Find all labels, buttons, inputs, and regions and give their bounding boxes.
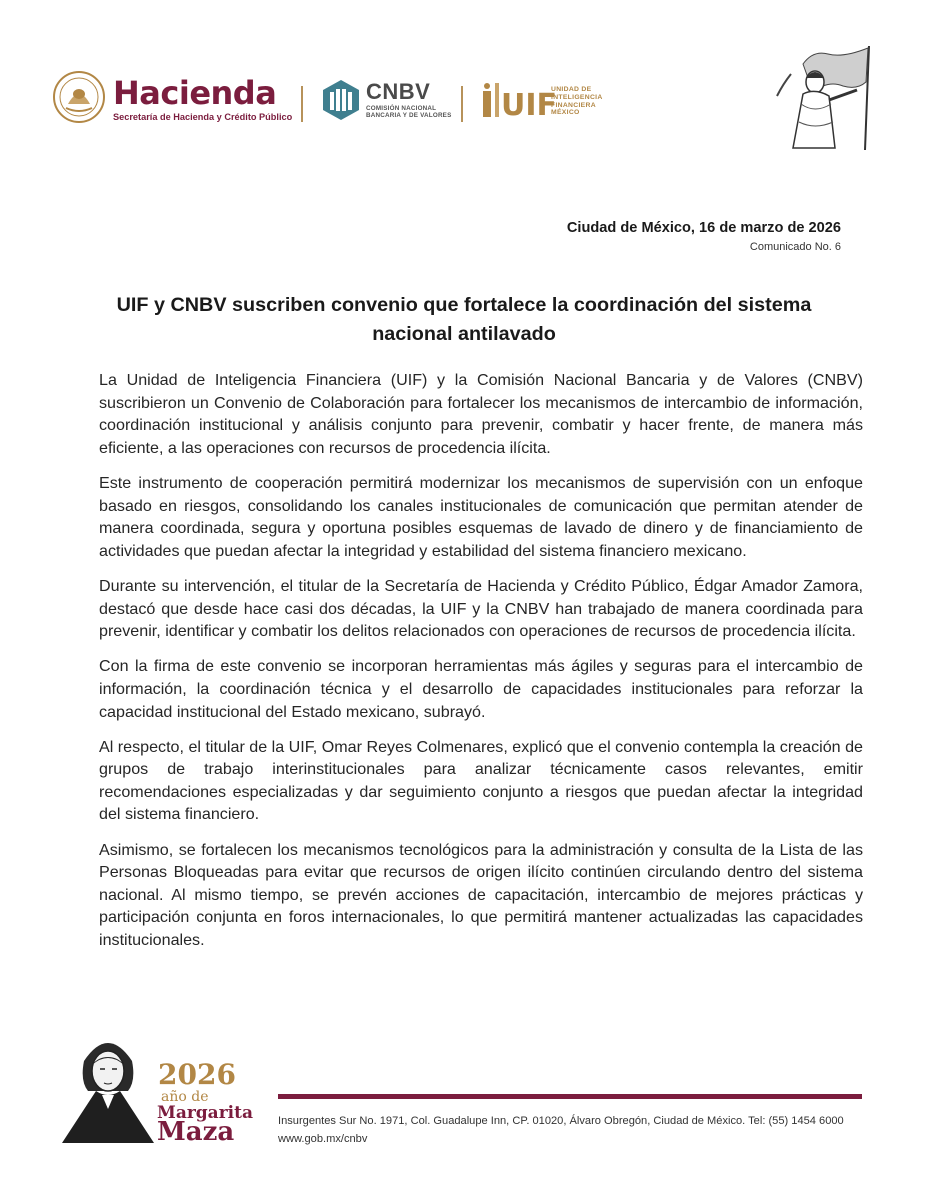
- year-badge-de: año de: [161, 1089, 209, 1105]
- margarita-maza-portrait: [58, 1025, 158, 1143]
- cnbv-subtitle-line: COMISIÓN NACIONAL: [366, 105, 437, 112]
- footer-divider-bar: [278, 1094, 862, 1099]
- uif-subtitle-line: INTELIGENCIA: [551, 93, 603, 101]
- body-paragraph: Durante su intervención, el titular de la Secretaría de Hacienda y Crédito Público, Édgar Amador Zamora, destacó que desde hace casi dos décadas, la UIF y la CNBV han trabajado de manera coordinada para prevenir, identificar y combatir los delitos relacionados con operaciones de recursos de procedencia ilícita.: [99, 576, 863, 641]
- body-paragraph: Al respecto, el titular de la UIF, Omar Reyes Colmenares, explicó que el convenio contempla la creación de grupos de trabajo interinstitucionales para analizar técnicamente casos relevantes, emitir recomendaciones especializadas y dar seguimiento conjunto a riesgos que puedan afectar la integridad del sistema financiero.: [99, 737, 863, 824]
- footer-website-link[interactable]: www.gob.mx/cnbv: [278, 1133, 368, 1145]
- body-paragraph: Este instrumento de cooperación permitirá modernizar los mecanismos de supervisión con un enfoque basado en riesgos, consolidando los canales institucionales de comunicación que permitan atender de manera coordinada, segura y oportuna posibles esquemas de lavado de dinero y de financiamiento de actividades que puedan afectar la integridad y estabilidad del sistema financiero mexicano.: [99, 473, 863, 560]
- letterhead: [0, 0, 927, 170]
- body-paragraph: Con la firma de este convenio se incorporan herramientas más ágiles y seguras para el intercambio de información, la coordinación técnica y el desarrollo de capacidades institucionales para reforzar la capacidad institucional del Estado mexicano, subrayó.: [99, 657, 863, 721]
- uif-logo: [481, 81, 558, 123]
- communique-number: Comunicado No. 6: [749, 241, 841, 253]
- dateline-place-date: Ciudad de México, 16 de marzo de 2026: [566, 220, 841, 236]
- uif-subtitle-line: FINANCIERA: [551, 101, 596, 109]
- year-badge-first-name: Margarita: [157, 1103, 253, 1123]
- cnbv-title: CNBV: [366, 79, 431, 104]
- body-paragraph: La Unidad de Inteligencia Financiera (UIF) y la Comisión Nacional Bancaria y de Valores (CNBV) suscribieron un Convenio de Colaboración para fortalecer los mecanismos de intercambio de información, coordinación institucional y análisis conjunto para prevenir, combatir y hacer frente, de manera más eficiente, a las operaciones con recursos de procedencia ilícita.: [99, 371, 863, 457]
- cnbv-emblem-icon: [321, 78, 361, 122]
- logo-divider: [301, 86, 303, 122]
- press-release-body: [99, 369, 863, 964]
- press-release-headline: UIF y CNBV suscriben convenio que fortalece la coordinación del sistema nacional antilavado: [116, 294, 812, 345]
- body-paragraph: Asimismo, se fortalecen los mecanismos tecnológicos para la administración y consulta de la Lista de las Personas Bloqueadas para evitar que recursos de origen ilícito continúen circulando dentro del sistema nacional. Al mismo tiempo, se prevén acciones de capacitación, intercambio de mejores prácticas y participación conjunta en foros internacionales, lo que permitirá mantener actualizadas las capacidades institucionales.: [99, 840, 863, 950]
- national-seal-icon: [52, 70, 106, 124]
- year-badge-year: 2026: [158, 1058, 236, 1091]
- uif-subtitle-line: UNIDAD DE: [551, 86, 592, 93]
- uif-title: UIF: [501, 88, 558, 123]
- hacienda-title: Hacienda: [113, 74, 277, 112]
- cnbv-subtitle: [366, 105, 452, 120]
- logo-divider: [461, 86, 463, 122]
- uif-subtitle: [551, 86, 603, 117]
- uif-subtitle-line: MÉXICO: [551, 109, 580, 117]
- year-badge-last-name: Maza: [157, 1117, 235, 1147]
- cnbv-subtitle-line: BANCARIA Y DE VALORES: [366, 112, 452, 120]
- footer-address: Insurgentes Sur No. 1971, Col. Guadalupe Inn, CP. 01020, Álvaro Obregón, Ciudad de México. Tel: (55) 1454 6000: [278, 1115, 844, 1127]
- woman-with-flag-illustration: [773, 44, 875, 154]
- hacienda-subtitle: Secretaría de Hacienda y Crédito Público: [113, 112, 293, 122]
